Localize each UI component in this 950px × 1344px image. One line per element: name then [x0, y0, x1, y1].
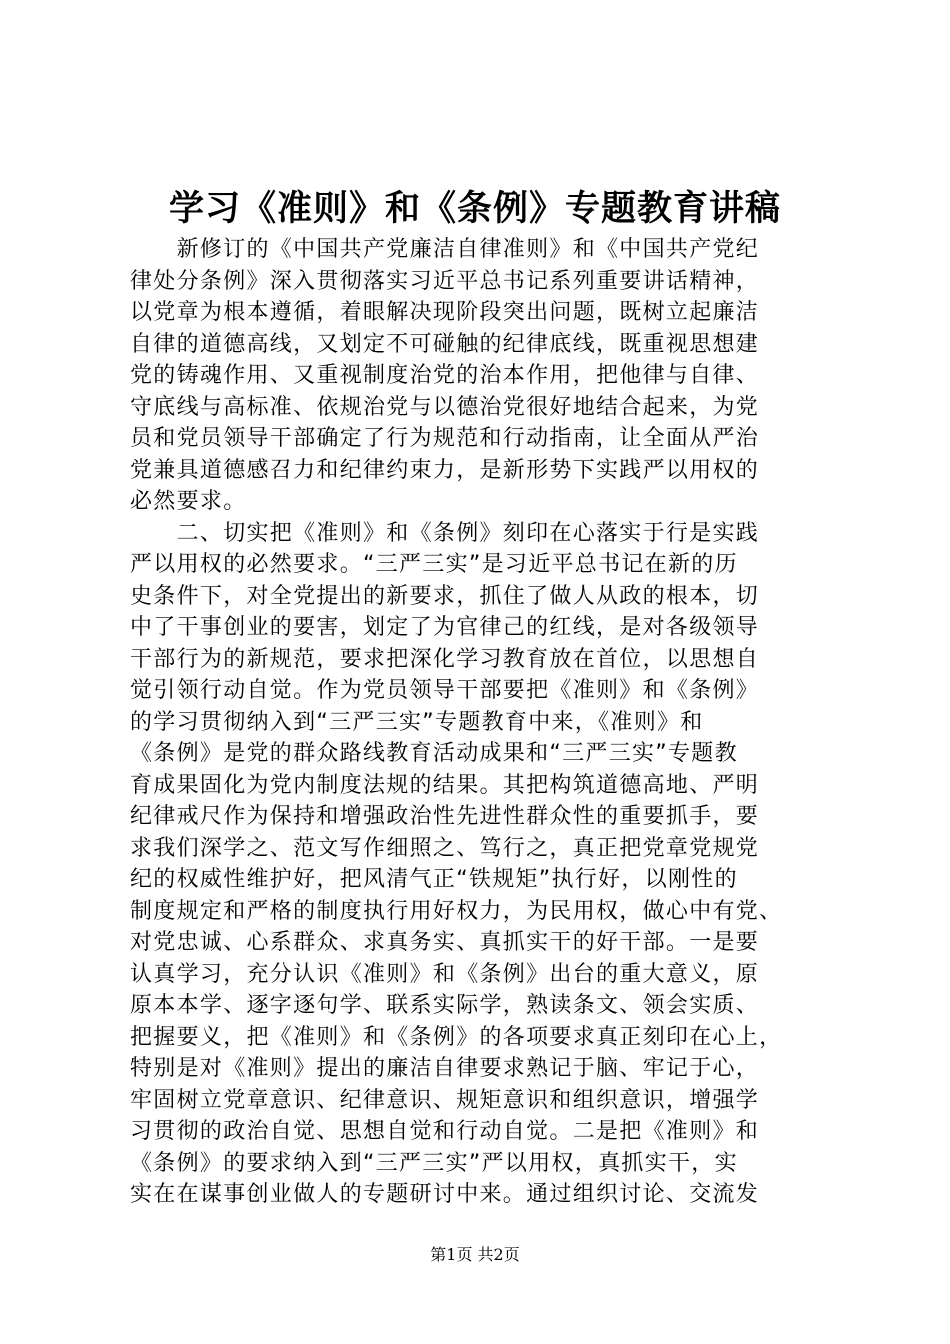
body-text-line: 习贯彻的政治自觉、思想自觉和行动自觉。二是把《准则》和	[130, 1119, 760, 1144]
body-text-line: 必然要求。	[130, 489, 247, 514]
body-text-line: 实在在谋事创业做人的专题研讨中来。通过组织讨论、交流发	[130, 1182, 760, 1207]
body-text-line: 觉引领行动自觉。作为党员领导干部要把《准则》和《条例》	[130, 678, 760, 703]
body-text-line: 中了干事创业的要害，划定了为官律己的红线，是对各级领导	[130, 615, 760, 640]
body-text-line: 新修订的《中国共产党廉洁自律准则》和《中国共产党纪	[130, 237, 760, 262]
body-text-line: 育成果固化为党内制度法规的结果。其把构筑道德高地、严明	[130, 772, 760, 798]
body-text-line: 纪的权威性维护好，把风清气正“铁规矩”执行好，以刚性的	[130, 867, 738, 892]
body-text-line: 干部行为的新规范，要求把深化学习教育放在首位，以思想自	[130, 646, 760, 672]
body-text-line: 二、切实把《准则》和《条例》刻印在心落实于行是实践	[130, 520, 760, 546]
body-text-line: 原本本学、逐字逐句学、联系实际学，熟读条文、领会实质、	[130, 993, 760, 1018]
body-text-line: 严以用权的必然要求。“三严三实”是习近平总书记在新的历	[130, 552, 738, 577]
body-text-line: 《条例》的要求纳入到“三严三实”严以用权，真抓实干，实	[130, 1150, 738, 1176]
body-text-line: 求我们深学之、范文写作细照之、笃行之，真正把党章党规党	[130, 835, 760, 861]
body-text-line: 党的铸魂作用、又重视制度治党的治本作用，把他律与自律、	[130, 363, 760, 388]
body-text-line: 牢固树立党章意识、纪律意识、规矩意识和组织意识，增强学	[130, 1087, 760, 1113]
body-text-line: 对党忠诚、心系群众、求真务实、真抓实干的好干部。一是要	[130, 930, 760, 955]
body-text-line: 党兼具道德感召力和纪律约束力，是新形势下实践严以用权的	[130, 457, 760, 483]
body-text-line: 员和党员领导干部确定了行为规范和行动指南，让全面从严治	[130, 426, 760, 451]
body-text-line: 自律的道德高线，又划定不可碰触的纪律底线，既重视思想建	[130, 331, 760, 357]
body-text-line: 纪律戒尺作为保持和增强政治性先进性群众性的重要抓手，要	[130, 804, 760, 829]
body-text-line: 《条例》是党的群众路线教育活动成果和“三严三实”专题教	[130, 741, 738, 766]
body-text-line: 守底线与高标准、依规治党与以德治党很好地结合起来，为党	[130, 394, 760, 420]
body-text-line: 的学习贯彻纳入到“三严三实”专题教育中来，《准则》和	[130, 709, 704, 735]
body-text-line: 认真学习，充分认识《准则》和《条例》出台的重大意义，原	[130, 961, 760, 987]
body-text-line: 律处分条例》深入贯彻落实习近平总书记系列重要讲话精神，	[130, 268, 760, 294]
body-text-line: 以党章为根本遵循，着眼解决现阶段突出问题，既树立起廉洁	[130, 300, 760, 325]
document-title: 学习《准则》和《条例》专题教育讲稿	[168, 188, 781, 229]
document-body	[130, 234, 830, 1211]
page-number-footer: 第1页 共2页	[430, 1245, 520, 1264]
body-text-line: 特别是对《准则》提出的廉洁自律要求熟记于脑、牢记于心，	[130, 1056, 760, 1081]
body-text-line: 制度规定和严格的制度执行用好权力，为民用权，做心中有党、	[130, 898, 783, 924]
body-text-line: 史条件下，对全党提出的新要求，抓住了做人从政的根本，切	[130, 583, 760, 609]
body-text-line: 把握要义，把《准则》和《条例》的各项要求真正刻印在心上，	[130, 1024, 783, 1050]
